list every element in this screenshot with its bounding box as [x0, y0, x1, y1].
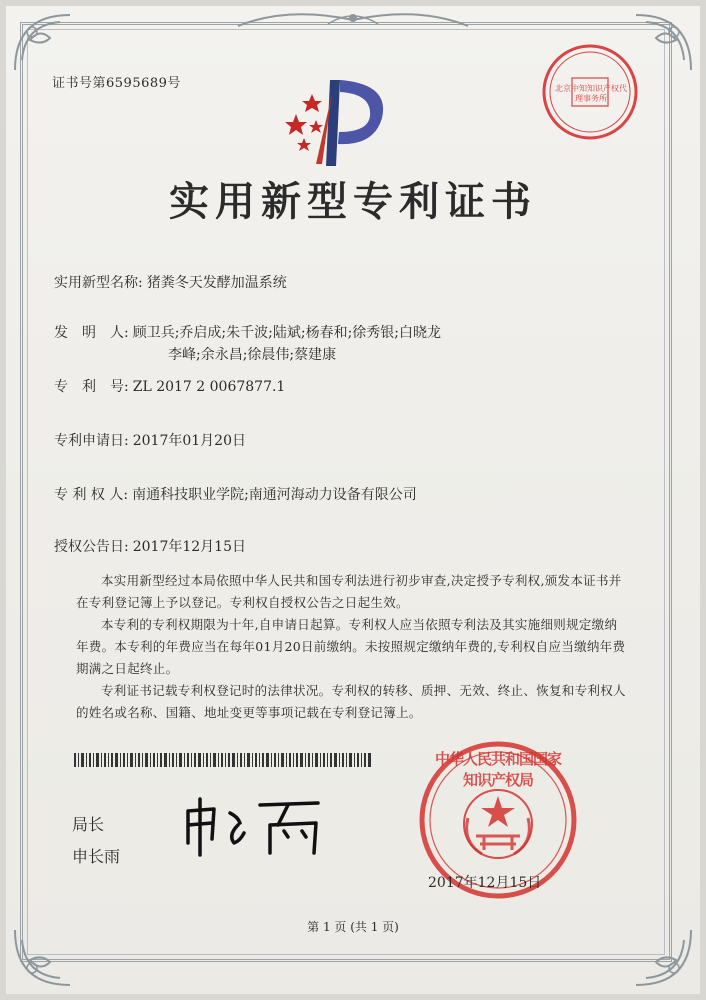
application-date-value: 2017年01月20日	[132, 433, 246, 449]
inventor-label: 发 明 人:	[54, 325, 129, 341]
certificate-number: 证书号第6595689号	[52, 76, 181, 91]
grant-date-field	[54, 536, 246, 556]
application-date-label: 专利申请日:	[54, 433, 129, 449]
seal-date: 2017年12月15日	[428, 875, 542, 891]
director-signature	[178, 795, 328, 859]
application-date-field	[54, 430, 246, 450]
grant-date-label: 授权公告日:	[54, 539, 129, 555]
patent-number-value: ZL 2017 2 0067877.1	[132, 379, 286, 395]
patent-number-field	[54, 376, 285, 396]
barcode-strip	[74, 753, 374, 767]
patentee-field	[54, 484, 417, 504]
ornament-top-center	[228, 6, 478, 34]
paragraph-3: 专利证书记载专利权登记时的法律状况。专利权的转移、质押、无效、终止、恢复和专利权人的姓名或名称、国籍、地址变更等事项记载在专利登记簿上。	[76, 683, 626, 720]
paragraph-2: 本专利的专利权期限为十年,自申请日起算。专利权人应当依照专利法及其实施细则规定缴纳年费。本专利的年费应当在每年01月20日前缴纳。未按照规定缴纳年费的,专利权自应当缴纳年费期满之日起终止。	[76, 617, 626, 676]
utility-model-name-field	[54, 272, 287, 292]
inventor-line-2: 李峰;余永昌;徐晨伟;蔡建康	[168, 347, 337, 363]
patent-number-label: 专 利 号:	[54, 379, 129, 395]
inventor-field	[54, 322, 441, 342]
patentee-value: 南通科技职业学院;南通河海动力设备有限公司	[132, 487, 417, 503]
ornament-corner-top-left	[10, 10, 80, 80]
page-footer: 第 1 页 (共 1 页)	[307, 920, 399, 934]
paragraph-1: 本实用新型经过本局依照中华人民共和国专利法进行初步审查,决定授予专利权,颁发本证书并在专利登记簿上予以登记。专利权自授权公告之日起生效。	[76, 573, 622, 610]
patent-office-logo	[282, 74, 392, 170]
director-name: 申长雨	[72, 847, 121, 866]
utility-model-name-label: 实用新型名称:	[54, 275, 143, 291]
inventor-line-1: 顾卫兵;乔启成;朱千波;陆斌;杨春和;徐秀银;白晓龙	[132, 325, 442, 341]
certificate-title: 实用新型专利证书	[169, 178, 537, 225]
patentee-label: 专 利 权 人:	[54, 487, 129, 503]
director-title: 局长	[72, 815, 105, 834]
grant-date-value: 2017年12月15日	[132, 539, 246, 555]
official-seal-text: 中华人民共和国国家知识产权局	[434, 750, 561, 789]
agency-stamp-text: 北京中知知识产权代理事务所	[555, 84, 627, 103]
utility-model-name-value: 猪粪冬天发酵加温系统	[146, 275, 287, 291]
